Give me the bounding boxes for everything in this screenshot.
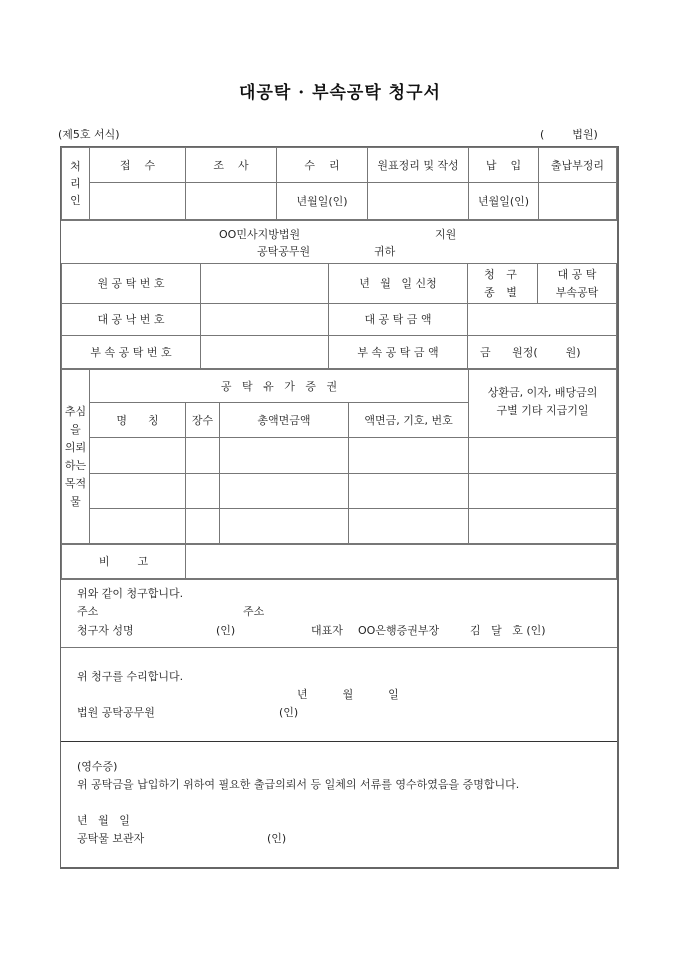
claimant-name-label: 청구자 성명 — [77, 624, 134, 637]
receipt-section — [61, 741, 617, 867]
sub-deposit-amount-label: 대 공 탁 금 액 — [329, 304, 468, 336]
cell-count[interactable] — [186, 438, 220, 474]
honorific: 귀하 — [374, 245, 396, 258]
receipt-seal: (인) — [267, 832, 287, 845]
field-payment-date[interactable]: 년월일(인) — [469, 183, 539, 220]
orig-deposit-no-label: 원 공 탁 번 호 — [62, 264, 201, 304]
attached-deposit-amount-field[interactable] — [468, 336, 617, 369]
court-label: ( 법원) — [540, 128, 598, 141]
sub-deposit-no-label: 대 공 낙 번 호 — [62, 304, 201, 336]
deposit-officer: 공탁공무원 — [257, 245, 311, 258]
representative-title: OO은행증권부장 — [358, 624, 440, 637]
processing-table — [61, 147, 617, 220]
court-name: OO민사지방법원 — [219, 228, 301, 241]
info-table — [61, 263, 617, 369]
sub-deposit-amount-field[interactable] — [468, 304, 617, 336]
option-sub-deposit[interactable]: 대 공 탁 — [557, 267, 597, 281]
branch-name: 지원 — [435, 228, 457, 241]
attached-deposit-amount-label: 부 속 공 탁 금 액 — [329, 336, 468, 369]
field-investigation[interactable] — [186, 183, 277, 220]
remarks-label: 비 고 — [62, 545, 186, 579]
claim-statement: 위와 같이 청구합니다. — [77, 587, 184, 600]
header-investigation: 조 사 — [186, 148, 277, 183]
payment-terms-header: 상환금, 이자, 배당금의 구별 기타 지급기일 — [469, 370, 617, 438]
header-total-face-value: 총액면금액 — [220, 403, 349, 438]
header-cashbook: 출납부정리 — [539, 148, 617, 183]
amount-prefix: 금 — [480, 345, 491, 359]
orig-deposit-no-field[interactable] — [201, 264, 329, 304]
attached-deposit-no-field[interactable] — [201, 336, 329, 369]
receipt-date: 년 월 일 — [77, 814, 130, 827]
sub-deposit-no-field[interactable] — [201, 304, 329, 336]
securities-table — [61, 369, 617, 544]
field-receipt[interactable] — [90, 183, 186, 220]
field-ledger-entry[interactable] — [368, 183, 469, 220]
claim-type-options[interactable] — [538, 264, 617, 304]
amount-suffix: 원정( 원) — [512, 345, 581, 359]
header-count: 장수 — [186, 403, 220, 438]
claim-type-label: 청 구 종 별 — [468, 264, 538, 304]
securities-group-header: 공 탁 유 가 증 권 — [90, 370, 469, 403]
addressee-block — [61, 220, 617, 263]
claim-form — [60, 146, 619, 869]
cell-details[interactable] — [349, 509, 469, 544]
securities-row — [62, 474, 617, 509]
cell-details[interactable] — [349, 474, 469, 509]
cell-total[interactable] — [220, 509, 349, 544]
cell-total[interactable] — [220, 438, 349, 474]
field-cashbook[interactable] — [539, 183, 617, 220]
cell-terms[interactable] — [469, 438, 617, 474]
securities-row — [62, 438, 617, 474]
cell-terms[interactable] — [469, 474, 617, 509]
receipt-statement: 위 공탁금을 납입하기 위하여 필요한 출급의뢰서 등 일체의 서류를 영수하였음을 증명합니다. — [77, 778, 520, 791]
receipt-keeper: 공탁물 보관자 — [77, 832, 145, 845]
header-face-value-details: 액면금, 기호, 번호 — [349, 403, 469, 438]
cell-count[interactable] — [186, 474, 220, 509]
claimant-seal: (인) — [216, 624, 236, 637]
acceptance-date: 년 월 일 — [297, 688, 399, 701]
claimant-address-label: 주소 — [77, 605, 99, 618]
cell-name[interactable] — [90, 474, 186, 509]
form-number: (제5호 서식) — [58, 128, 120, 141]
application-date[interactable]: 년 월 일 신청 — [329, 264, 468, 304]
claim-section — [61, 579, 617, 647]
cell-details[interactable] — [349, 438, 469, 474]
securities-row — [62, 509, 617, 544]
acceptance-seal: (인) — [279, 706, 299, 719]
header-payment: 납 입 — [469, 148, 539, 183]
cell-count[interactable] — [186, 509, 220, 544]
representative-label: 대표자 — [311, 624, 343, 637]
header-acceptance: 수 리 — [277, 148, 368, 183]
header-ledger-entry: 원표정리 및 작성 — [368, 148, 469, 183]
header-name: 명 칭 — [90, 403, 186, 438]
rep-address-label: 주소 — [243, 605, 265, 618]
remarks-table — [61, 544, 617, 579]
acceptance-officer: 법원 공탁공무원 — [77, 706, 155, 719]
field-acceptance-date[interactable]: 년월일(인) — [277, 183, 368, 220]
remarks-field[interactable] — [186, 545, 617, 579]
document-title: 대공탁 · 부속공탁 청구서 — [239, 83, 441, 103]
cell-terms[interactable] — [469, 509, 617, 544]
acceptance-statement: 위 청구를 수리합니다. — [77, 670, 184, 683]
representative-name: 김 달 호 (인) — [470, 624, 546, 637]
acceptance-section — [61, 647, 617, 741]
attached-deposit-no-label: 부 속 공 탁 번 호 — [62, 336, 201, 369]
cell-name[interactable] — [90, 438, 186, 474]
cell-total[interactable] — [220, 474, 349, 509]
collection-object-label: 추심을 의뢰하는 목적물 — [62, 370, 90, 544]
receipt-heading: (영수증) — [77, 760, 118, 773]
processor-label: 처 리 인 — [62, 148, 90, 220]
header-receipt: 접 수 — [90, 148, 186, 183]
option-attached-deposit[interactable]: 부속공탁 — [555, 285, 599, 299]
cell-name[interactable] — [90, 509, 186, 544]
